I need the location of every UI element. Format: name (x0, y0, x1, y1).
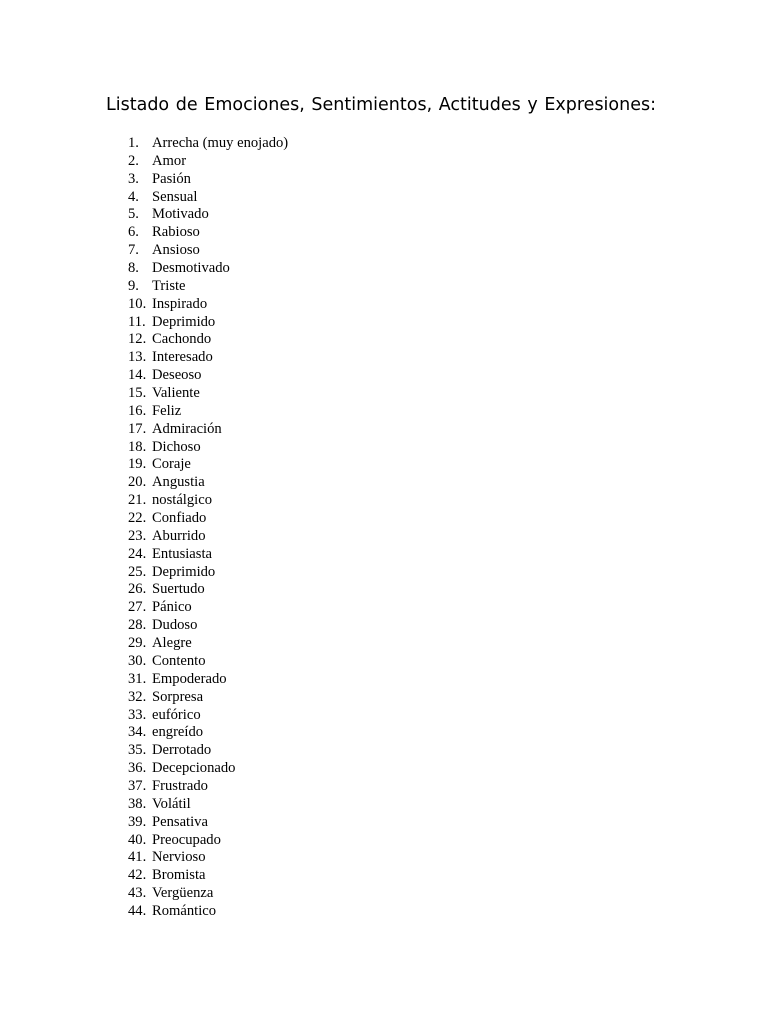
list-item-label: eufórico (152, 706, 201, 723)
list-item (128, 546, 288, 564)
list-item-label: Entusiasta (152, 545, 212, 562)
list-item-number: 40. (128, 831, 147, 848)
list-item (128, 331, 288, 349)
list-item-label: Volátil (152, 795, 191, 812)
list-item (128, 296, 288, 314)
list-item-label: Arrecha (muy enojado) (152, 135, 289, 151)
list-item-number: 31. (128, 670, 147, 687)
list-item-label: nostálgico (152, 492, 212, 509)
list-item-label: Alegre (152, 635, 192, 652)
list-item-label: Feliz (152, 402, 182, 419)
list-item (128, 707, 288, 725)
list-item-number: 9. (128, 277, 139, 294)
list-item-label: Sensual (152, 188, 198, 205)
list-item-number: 6. (128, 224, 139, 241)
list-item (128, 260, 288, 278)
list-item-label: Triste (152, 277, 186, 294)
list-item-label: Empoderado (152, 670, 227, 687)
list-item-number: 14. (128, 367, 147, 384)
list-item (128, 903, 288, 921)
list-item (128, 760, 288, 778)
list-item-label: Suertudo (152, 581, 205, 598)
list-item-number: 7. (128, 242, 139, 259)
list-item-label: Dudoso (152, 617, 198, 634)
list-item-label: Deseoso (152, 367, 202, 384)
list-item-number: 38. (128, 795, 147, 812)
list-item-number: 23. (128, 527, 147, 544)
list-item (128, 153, 288, 171)
list-item-number: 37. (128, 777, 147, 794)
list-item-number: 10. (128, 295, 147, 312)
list-item-number: 16. (128, 402, 147, 419)
list-item-label: Nervioso (152, 849, 206, 866)
list-item (128, 564, 288, 582)
list-item-label: Valiente (152, 385, 200, 402)
list-item-label: Decepcionado (152, 760, 236, 777)
list-item-label: Deprimido (152, 313, 216, 330)
list-item (128, 224, 288, 242)
list-item-label: Admiración (152, 420, 222, 437)
list-item-number: 4. (128, 188, 139, 205)
list-item (128, 403, 288, 421)
list-item (128, 510, 288, 528)
list-item-number: 44. (128, 902, 147, 919)
list-item (128, 242, 288, 260)
list-item-label: Ansioso (152, 242, 200, 259)
list-item-number: 35. (128, 742, 147, 759)
list-item-label: Confiado (152, 510, 207, 527)
list-item (128, 742, 288, 760)
list-item-number: 22. (128, 510, 147, 527)
list-item-label: Angustia (152, 474, 205, 491)
list-item-number: 2. (128, 152, 139, 169)
list-item-number: 3. (128, 170, 139, 187)
list-item (128, 474, 288, 492)
list-item (128, 421, 288, 439)
list-item-number: 13. (128, 349, 147, 366)
list-item-label: Inspirado (152, 295, 208, 312)
list-item (128, 653, 288, 671)
list-item-number: 15. (128, 385, 147, 402)
list-item (128, 385, 288, 403)
list-item-number: 26. (128, 581, 147, 598)
list-item-label: Motivado (152, 206, 209, 223)
list-item (128, 849, 288, 867)
list-item (128, 867, 288, 885)
list-item-number: 8. (128, 260, 139, 277)
list-item-number: 27. (128, 599, 147, 616)
list-item-label: Bromista (152, 867, 206, 884)
list-item (128, 796, 288, 814)
list-item (128, 671, 288, 689)
list-item (128, 814, 288, 832)
list-item-number: 5. (128, 206, 139, 223)
list-item (128, 367, 288, 385)
list-item-label: Romántico (152, 902, 217, 919)
list-item-label: Cachondo (152, 331, 212, 348)
list-item-label: Deprimido (152, 563, 216, 580)
list-item (128, 617, 288, 635)
list-item (128, 439, 288, 457)
list-item (128, 456, 288, 474)
list-item-number: 39. (128, 813, 147, 830)
list-item (128, 189, 288, 207)
list-item (128, 492, 288, 510)
list-item (128, 635, 288, 653)
list-item-number: 29. (128, 635, 147, 652)
list-item-number: 42. (128, 867, 147, 884)
list-item-label: Sorpresa (152, 688, 204, 705)
list-item (128, 599, 288, 617)
list-item-number: 36. (128, 760, 147, 777)
list-item-number: 21. (128, 492, 147, 509)
list-item-number: 25. (128, 563, 147, 580)
list-item-number: 11. (128, 313, 146, 330)
list-item-label: engreído (152, 724, 204, 741)
list-item (128, 349, 288, 367)
list-item-number: 43. (128, 885, 147, 902)
list-item-label: Coraje (152, 456, 191, 473)
list-item-number: 34. (128, 724, 147, 741)
list-item-number: 30. (128, 652, 147, 669)
list-item-number: 17. (128, 420, 147, 437)
list-item-number: 32. (128, 688, 147, 705)
list-item-number: 20. (128, 474, 147, 491)
emotion-list (128, 135, 288, 921)
list-item (128, 528, 288, 546)
list-item (128, 171, 288, 189)
list-item-number: 18. (128, 438, 147, 455)
list-item-label: Pasión (152, 170, 191, 187)
list-item (128, 778, 288, 796)
list-item (128, 885, 288, 903)
list-item-label: Preocupado (152, 831, 221, 848)
list-item (128, 832, 288, 850)
list-item (128, 135, 288, 153)
list-item-label: Vergüenza (152, 885, 214, 902)
list-item-label: Amor (152, 152, 187, 169)
list-item-number: 28. (128, 617, 147, 634)
list-item-label: Interesado (152, 349, 213, 366)
list-item-label: Derrotado (152, 742, 212, 759)
list-item-number: 1. (128, 135, 139, 151)
list-item-label: Dichoso (152, 438, 201, 455)
list-item-label: Rabioso (152, 224, 200, 241)
list-item-label: Contento (152, 652, 206, 669)
list-item-label: Pánico (152, 599, 192, 616)
list-item-number: 41. (128, 849, 147, 866)
list-item (128, 278, 288, 296)
list-item-number: 19. (128, 456, 147, 473)
list-item-number: 12. (128, 331, 147, 348)
list-item (128, 581, 288, 599)
list-item-label: Aburrido (152, 527, 206, 544)
list-item (128, 206, 288, 224)
list-item (128, 724, 288, 742)
list-item-label: Pensativa (152, 813, 208, 830)
list-item-number: 24. (128, 545, 147, 562)
list-item-number: 33. (128, 706, 147, 723)
list-item (128, 314, 288, 332)
list-item-label: Desmotivado (152, 260, 230, 277)
list-item-label: Frustrado (152, 777, 208, 794)
list-item (128, 689, 288, 707)
document-title: Listado de Emociones, Sentimientos, Actitudes y Expresiones: (106, 95, 656, 115)
